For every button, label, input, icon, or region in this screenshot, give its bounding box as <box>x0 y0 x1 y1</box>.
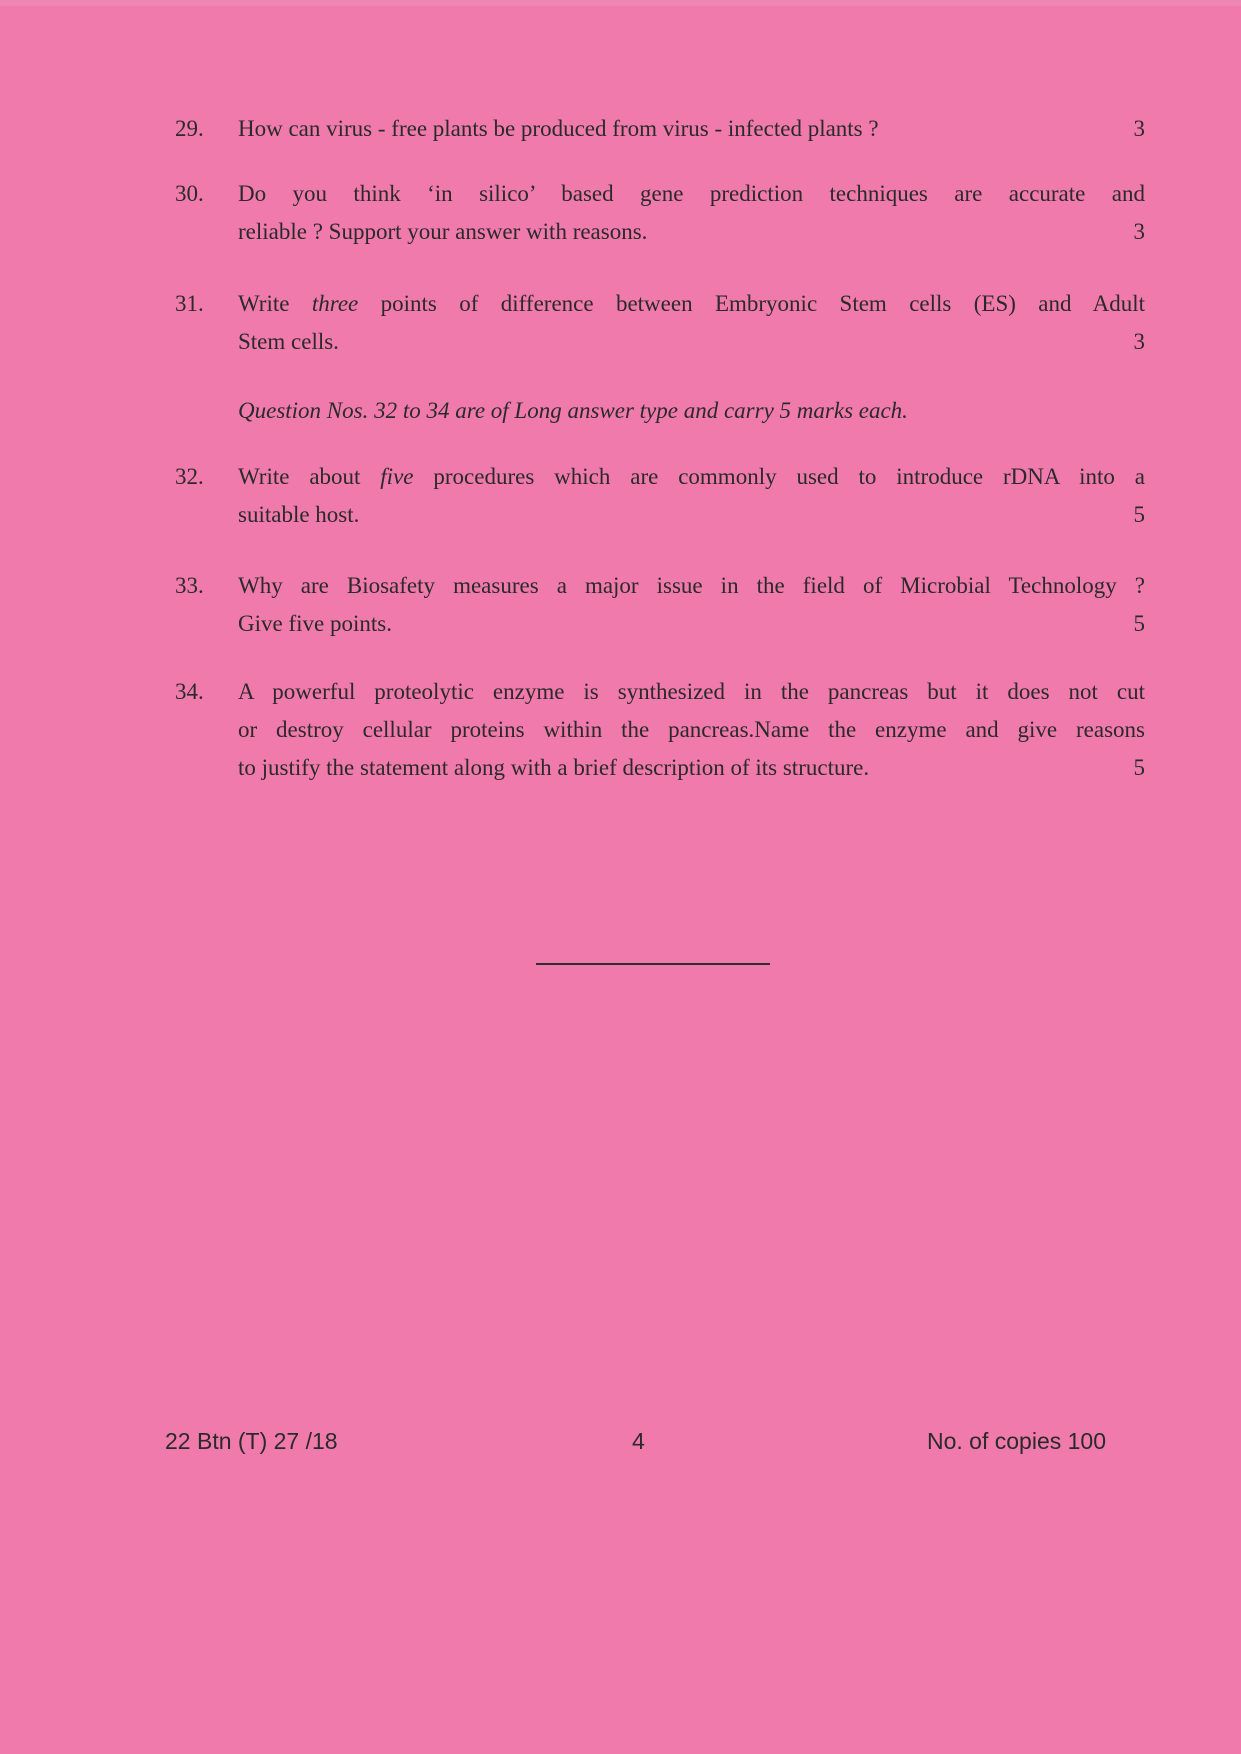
question-number: 34. <box>175 679 204 704</box>
question-marks: 3 <box>1133 219 1145 244</box>
paper-top-edge <box>0 0 1241 6</box>
emphasis: five <box>380 464 414 489</box>
question-29 <box>175 110 1145 150</box>
question-33 <box>175 567 1145 647</box>
question-number: 33. <box>175 573 204 598</box>
question-number: 29. <box>175 116 204 141</box>
question-text-line: or destroy cellular proteins within the pancreas.Name the enzyme and give reasons <box>238 717 1145 742</box>
question-32 <box>175 458 1145 538</box>
end-of-paper-rule <box>536 963 770 965</box>
question-marks: 5 <box>1133 502 1145 527</box>
question-text-line: reliable ? Support your answer with reasons. <box>238 219 648 244</box>
question-marks: 3 <box>1133 116 1145 141</box>
question-text-line: Write three points of difference between Embryonic Stem cells (ES) and Adult <box>238 291 1145 316</box>
section-instruction: Question Nos. 32 to 34 are of Long answer type and carry 5 marks each. <box>238 398 908 423</box>
question-text-line: to justify the statement along with a brief description of its structure. <box>238 755 870 780</box>
question-number: 31. <box>175 291 204 316</box>
question-text-line: How can virus - free plants be produced from virus - infected plants ? <box>238 116 879 141</box>
question-marks: 5 <box>1133 755 1145 780</box>
emphasis: three <box>311 291 359 316</box>
question-text-line: Stem cells. <box>238 329 339 354</box>
question-text-line: Why are Biosafety measures a major issue in the field of Microbial Technology ? <box>238 573 1145 598</box>
question-34 <box>175 673 1145 793</box>
question-text-line: Do you think ‘in silico’ based gene prediction techniques are accurate and <box>238 181 1145 206</box>
question-text-line: suitable host. <box>238 502 360 527</box>
question-text-line: Give five points. <box>238 611 392 636</box>
copies-count: No. of copies 100 <box>927 1428 1107 1454</box>
question-text-line: A powerful proteolytic enzyme is synthesized in the pancreas but it does not cut <box>238 679 1145 704</box>
question-30 <box>175 175 1145 255</box>
question-marks: 5 <box>1133 611 1145 636</box>
question-marks: 3 <box>1133 329 1145 354</box>
question-number: 30. <box>175 181 204 206</box>
question-text-line: Write about five procedures which are commonly used to introduce rDNA into a <box>238 464 1145 489</box>
paper-code: 22 Btn (T) 27 /18 <box>165 1428 338 1454</box>
question-31 <box>175 285 1145 365</box>
question-number: 32. <box>175 464 204 489</box>
page-number: 4 <box>632 1428 645 1454</box>
